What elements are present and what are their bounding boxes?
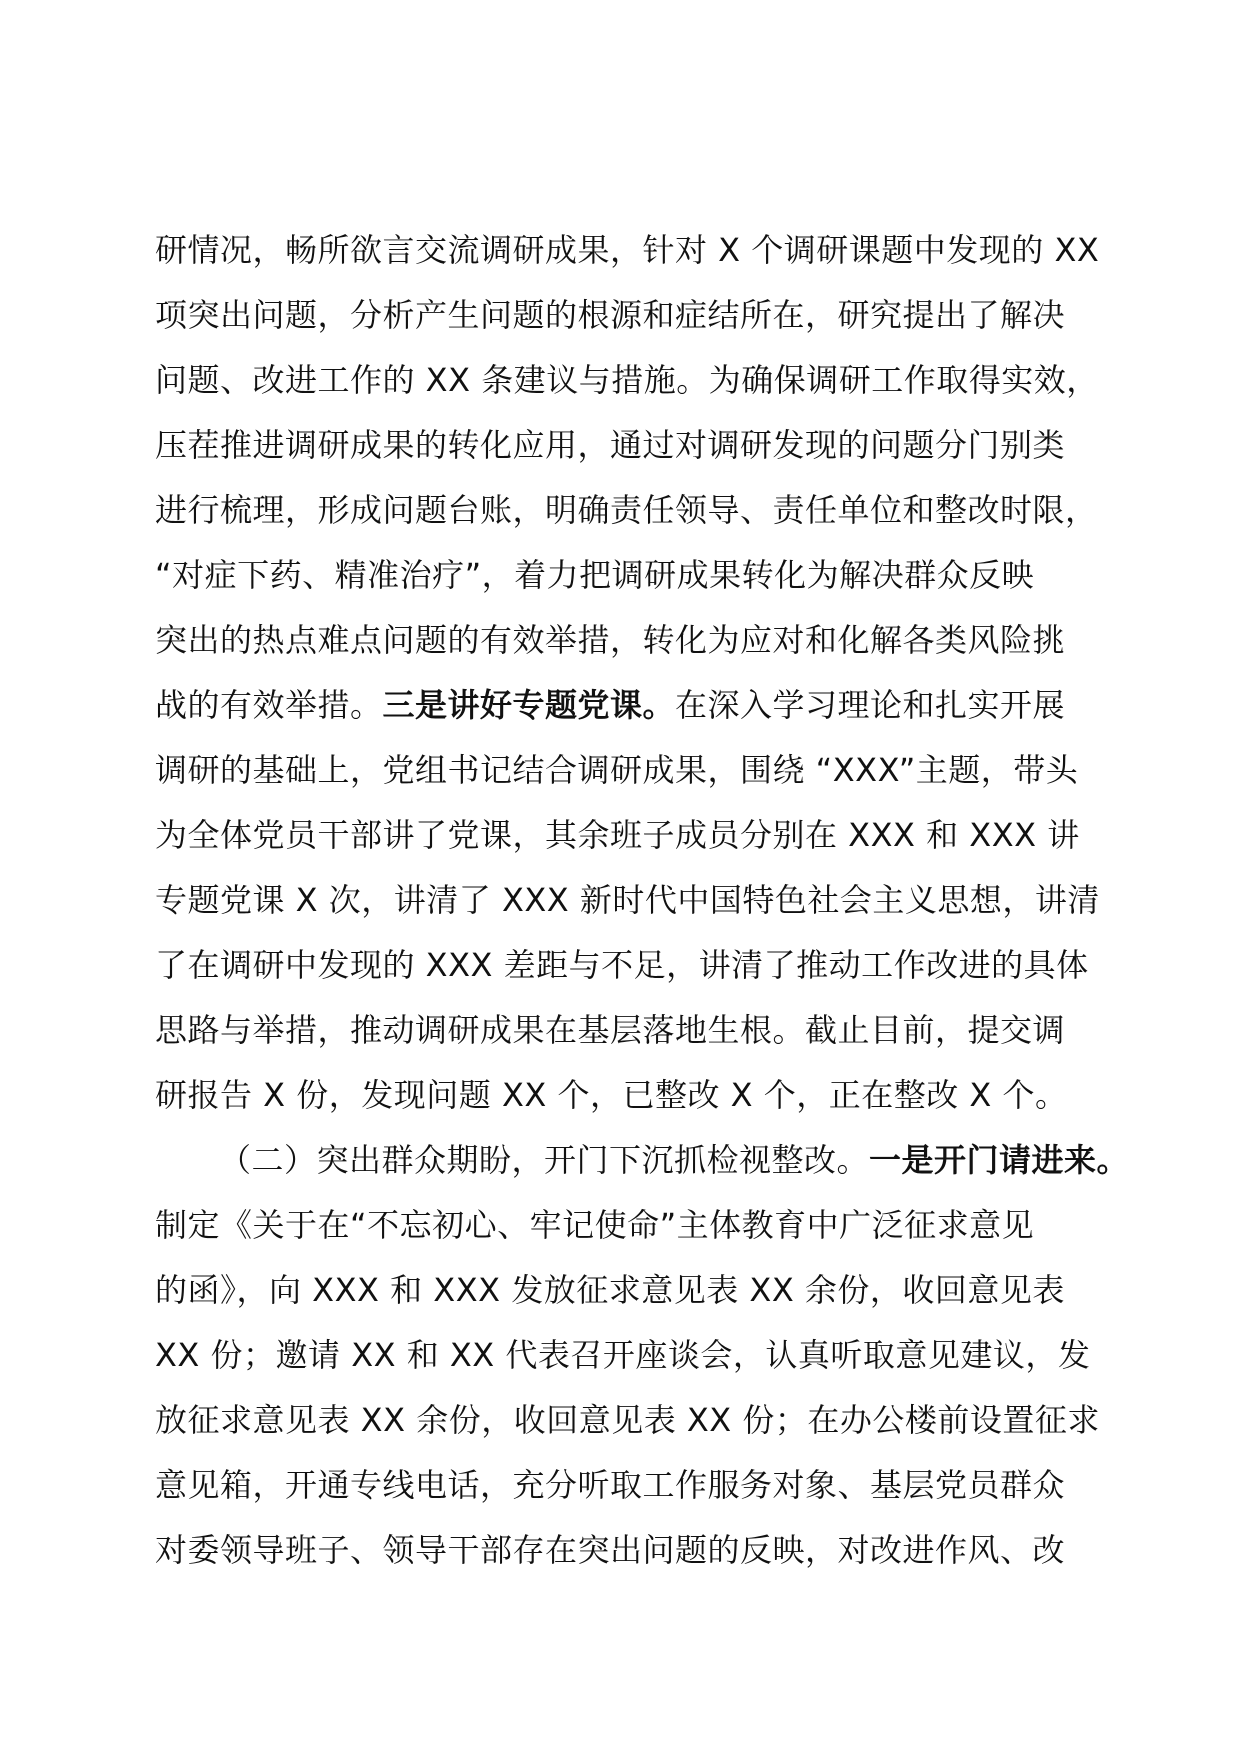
- bold-heading-run: 一是开门请进来。: [869, 1141, 1130, 1179]
- text-run: 在深入学习理论和扎实开展: [675, 686, 1066, 724]
- text-line: 对委领导班子、领导干部存在突出问题的反映，对改进作风、改: [155, 1531, 1066, 1569]
- text-line: 思路与举措，推动调研成果在基层落地生根。截止目前，提交调: [155, 1011, 1066, 1049]
- text-line: 研情况，畅所欲言交流调研成果，针对 X 个调研课题中发现的 XX: [155, 231, 1100, 269]
- text-line: XX 份；邀请 XX 和 XX 代表召开座谈会，认真听取意见建议，发: [155, 1336, 1091, 1374]
- text-line-mixed: [155, 1128, 1130, 1193]
- document-body: [155, 218, 1130, 1583]
- text-line: 问题、改进工作的 XX 条建议与措施。为确保调研工作取得实效，: [155, 361, 1099, 399]
- text-line: 了在调研中发现的 XXX 差距与不足，讲清了推动工作改进的具体: [155, 946, 1089, 984]
- text-line: 放征求意见表 XX 余份，收回意见表 XX 份；在办公楼前设置征求: [155, 1401, 1100, 1439]
- text-line: 研报告 X 份，发现问题 XX 个，已整改 X 个，正在整改 X 个。: [155, 1076, 1068, 1114]
- text-line: 压茬推进调研成果的转化应用，通过对调研发现的问题分门别类: [155, 426, 1066, 464]
- text-line: 专题党课 X 次，讲清了 XXX 新时代中国特色社会主义思想，讲清: [155, 881, 1100, 919]
- section-heading-run: （二）突出群众期盼，开门下沉抓检视整改。: [219, 1141, 870, 1179]
- text-line: 的函》，向 XXX 和 XXX 发放征求意见表 XX 余份，收回意见表: [155, 1271, 1065, 1309]
- bold-heading-run: 三是讲好专题党课。: [382, 686, 676, 724]
- text-line: 项突出问题，分析产生问题的根源和症结所在，研究提出了解决: [155, 296, 1066, 334]
- text-line: 为全体党员干部讲了党课，其余班子成员分别在 XXX 和 XXX 讲: [155, 816, 1080, 854]
- text-line: 进行梳理，形成问题台账，明确责任领导、责任单位和整改时限，: [155, 491, 1098, 529]
- text-line: 突出的热点难点问题的有效举措，转化为应对和化解各类风险挑: [155, 621, 1066, 659]
- text-line: 制定《关于在“不忘初心、牢记使命”主体教育中广泛征求意见: [155, 1206, 1035, 1244]
- text-line: 意见箱，开通专线电话，充分听取工作服务对象、基层党员群众: [155, 1466, 1066, 1504]
- text-line: 调研的基础上，党组书记结合调研成果，围绕 “XXX”主题，带头: [155, 751, 1079, 789]
- text-run: 战的有效举措。: [155, 686, 383, 724]
- text-line-mixed: [155, 673, 1115, 738]
- text-line: “对症下药、精准治疗”，着力把调研成果转化为解决群众反映: [155, 556, 1035, 594]
